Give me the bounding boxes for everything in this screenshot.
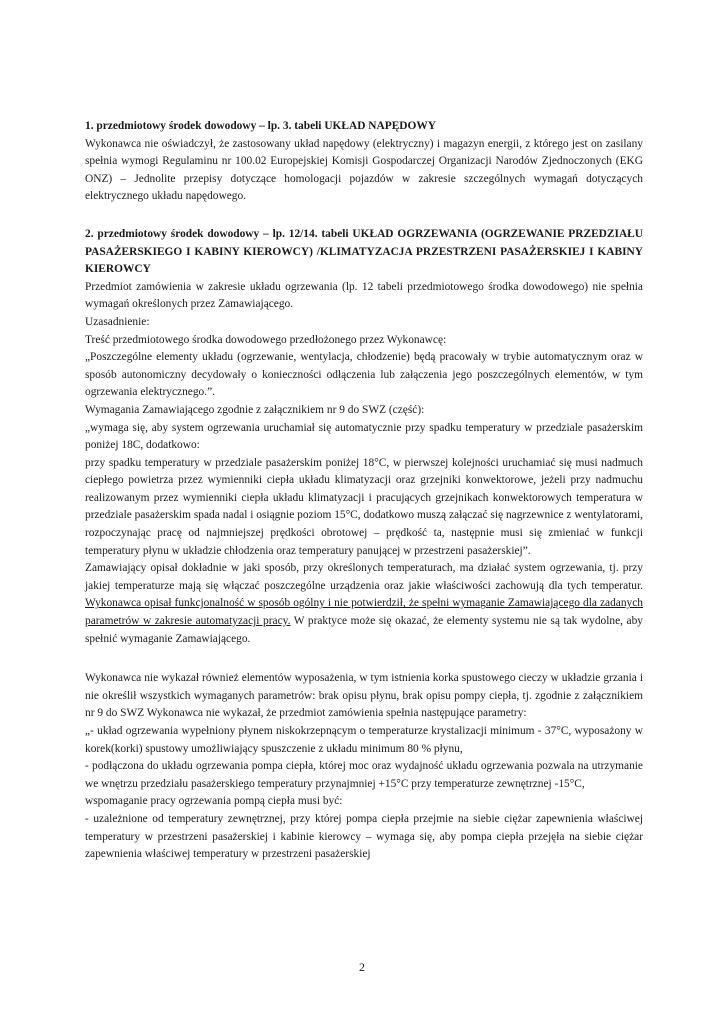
requirement-item-fluid: „- układ ogrzewania wypełniony płynem niskokrzepnącym o temperaturze krystalizacji minimum - 37°C, wyposażony w korek(korki) spustowy umożliwiający spuszczenie z układu minimum 80 % płynu, <box>85 725 643 755</box>
requirement-item-dependency: - uzależnione od temperatury zewnętrznej, przy której pompa ciepła przejmie na siebie ciężar zapewnienia właściwej temperatury w przestrzeni pasażerskiej i kabinie kierowcy – wymaga się, aby pompa ciepła przejęła na siebie ciężar zapewnienia właściwej temperatury w przestrzeni pasażerskiej <box>85 812 643 861</box>
tresc-label: Treść przedmiotowego środka dowodowego przedłożonego przez Wykonawcę: <box>85 333 447 346</box>
quote-contractor: „Poszczególne elementy układu (ogrzewanie, wentylacja, chłodzenie) będą pracowały w trybie automatycznym oraz w sposób autonomiczny decydowały o konieczności odłączenia lub załączenia jego poszczególnych elementów, w tym ogrzewania elektrycznego.”. <box>85 351 643 399</box>
document-page <box>85 118 643 864</box>
section-1-heading: 1. przedmiotowy środek dowodowy – lp. 3. tabeli UKŁAD NAPĘDOWY <box>85 120 437 132</box>
paragraph-equipment: Wykonawca nie wykazał również elementów wyposażenia, w tym istnienia korka spustowego cieczy w układzie grzania i nie określił wszystkich wymaganych parametrów: brak opisu płynu, brak opisu pompy ciepła, tj. zgodnie z załącznikiem nr 9 do SWZ Wykonawca nie wykazał, że przedmiot zamówienia spełnia następujące parametry: <box>85 672 643 720</box>
page-number: 2 <box>359 960 365 974</box>
spacer <box>85 648 643 670</box>
quote-requirement: „wymaga się, aby system ogrzewania uruchamiał się automatycznie przy spadku temperatury w przedziale pasażerskim poniżej 18C, dodatkowo: <box>85 421 643 452</box>
paragraph-described-underlined: Wykonawca opisał funkcjonalność w sposób ogólny i nie potwierdził, że spełni wymaganie Zamawiającego dla zadanych parametrów w zakresie automatyzacji pracy. <box>85 597 643 628</box>
section-2-intro: Przedmiot zamówienia w zakresie układu ogrzewania (lp. 12 tabeli przedmiotowego środka dowodowego) nie spełnia wymagań określonych przez Zamawiającego. <box>85 280 643 311</box>
quote-requirement-continued: przy spadku temperatury w przedziale pasażerskim poniżej 18°C, w pierwszej kolejności uruchamiać się musi nadmuch ciepłego powietrza przez wymienniki ciepła układu klimatyzacji oraz grzejniki konwektorowe, jeżeli przy nadmuchu realizowanym przez wymienniki ciepła układu klimatyzacji i pracujących grzejnikach konwektorowych temperatura w przedziale pasażerskim spada nadal i osiągnie poziom 15°C, dodatkowo muszą załączać się nagrzewnice z wentylatorami, rozpoczynając pracę od najmniejszej prędkości obrotowej – prędkość ta, następnie musi się zmieniać w funkcji temperatury płynu w układzie chłodzenia oraz temperatury panującej w przestrzeni pasażerskiej”. <box>85 456 643 557</box>
section-2-heading: 2. przedmiotowy środek dowodowy – lp. 12/14. tabeli UKŁAD OGRZEWANIA (OGRZEWANIE PRZEDZIAŁU PASAŻERSKIEGO I KABINY KIEROWCY) /KLIMATYZACJA PRZESTRZENI PASAŻERSKIEJ I KABINY KIEROWCY <box>85 227 643 276</box>
uzasadnienie-label: Uzasadnienie: <box>85 315 150 328</box>
section-1-body: Wykonawca nie oświadczył, że zastosowany układ napędowy (elektryczny) i magazyn energii, z którego jest on zasilany spełnia wymogi Regulaminu nr 100.02 Europejskiej Komisji Gospodarczej Organizacji Narodów Zjednoczonych (EKG ONZ) – Jednolite przepisy dotyczące homologacji pojazdów w zakresie szczególnych wymagań dotyczących elektrycznego układu napędowego. <box>85 137 643 203</box>
paragraph-described-tail: W praktyce może się okazać, że elementy systemu nie są tak wydolne, aby spełnić wymaganie Zamawiającego. <box>85 615 644 645</box>
spacer <box>85 206 643 226</box>
requirement-item-heat-pump: - podłączona do układu ogrzewania pompa ciepła, której moc oraz wydajność układu ogrzewania pozwala na utrzymanie we wnętrzu przedziału pasażerskiego temperatury przynajmniej +15°C przy temperaturze zewnętrznej -15°C, <box>85 760 643 790</box>
paragraph-described-text: Zamawiający opisał dokładnie w jaki sposób, przy określonych temperaturach, ma działać system ogrzewania, tj. przy jakiej temperaturze mają się włączać poszczególne urządzenia oraz jakie właściwości zachowują dla tych temperatur. <box>85 562 643 592</box>
paragraph-described <box>85 560 643 648</box>
wymagania-label: Wymagania Zamawiającego zgodnie z załącznikiem nr 9 do SWZ (część): <box>85 403 425 416</box>
requirement-item-support-label: wspomaganie pracy ogrzewania pompą ciepła musi być: <box>85 795 343 808</box>
